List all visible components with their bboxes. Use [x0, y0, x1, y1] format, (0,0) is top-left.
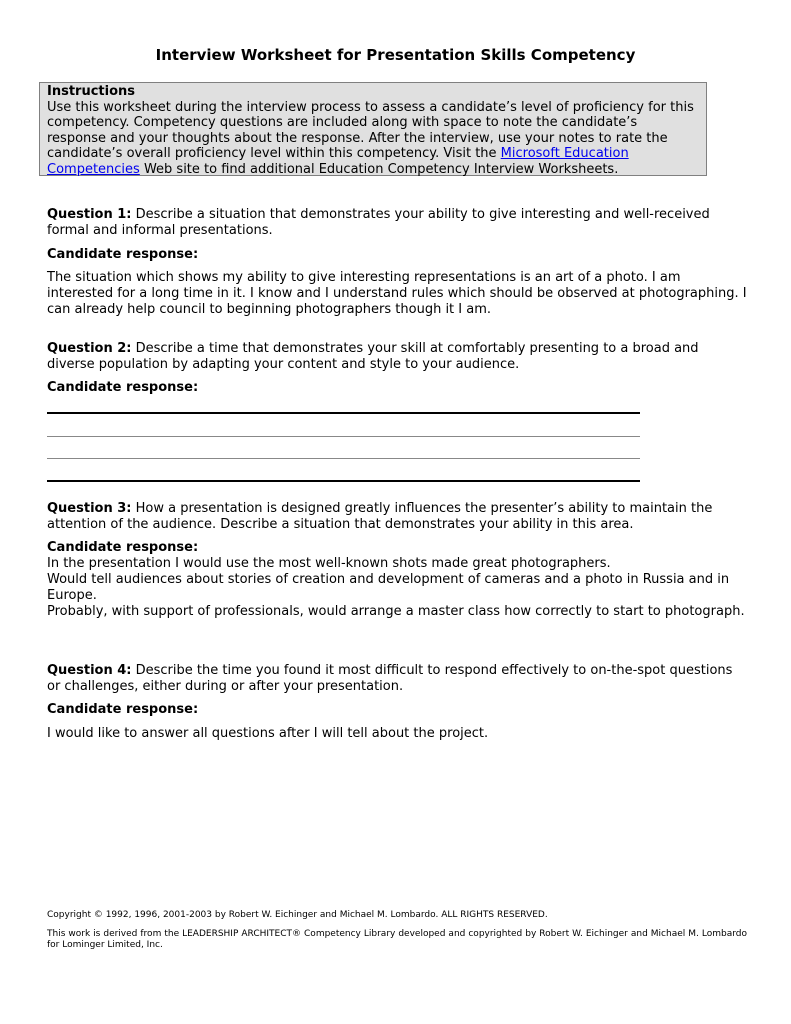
- page-title: Interview Worksheet for Presentation Skills Competency: [155, 46, 636, 64]
- instructions-box: [39, 82, 707, 176]
- footer-copyright: Copyright © 1992, 1996, 2001-2003 by Robert W. Eichinger and Michael M. Lombardo. ALL RIGHTS RESERVED.: [47, 910, 548, 920]
- response-line-1: [47, 412, 640, 414]
- question-3-label: Question 3:: [47, 501, 132, 516]
- instructions-heading: Instructions: [47, 84, 136, 99]
- instructions-text-after-link: Web site to find additional Education Competency Interview Worksheets.: [139, 161, 619, 177]
- question-1-text: Describe a situation that demonstrates your ability to give interesting and well-received formal and informal presentations.: [47, 207, 710, 238]
- question-3-response-line: In the presentation I would use the most well-known shots made great photographers.: [47, 556, 611, 571]
- instructions-text-before-link: Use this worksheet during the interview process to assess a candidate’s level of proficiency for this competency. Competency questions are included along with space to note the candidate’s response and your thoughts about the response. After the interview, use your notes to rate the candidate’s overall proficiency level within this competency. Visit the: [47, 99, 694, 162]
- microsoft-education-competencies-link[interactable]: Microsoft Education Competencies: [47, 146, 629, 177]
- question-3-response-line: Would tell audiences about stories of creation and development of cameras and a photo in Russia and in Europe.: [47, 572, 730, 603]
- response-line-2: [47, 436, 640, 437]
- question-4-response: I would like to answer all questions after I will tell about the project.: [47, 726, 489, 741]
- question-3-response: [47, 556, 747, 620]
- question-1-response-label: Candidate response:: [47, 247, 199, 262]
- question-1-label: Question 1:: [47, 207, 132, 222]
- question-3-text: How a presentation is designed greatly influences the presenter’s ability to maintain the attention of the audience. Describe a situation that demonstrates your ability in this area.: [47, 501, 713, 532]
- question-2-text: Describe a time that demonstrates your skill at comfortably presenting to a broad and diverse population by adapting your content and style to your audience.: [47, 341, 699, 372]
- instructions-text: [47, 100, 699, 178]
- question-4: [47, 663, 747, 695]
- question-4-text: Describe the time you found it most difficult to respond effectively to on-the-spot questions or challenges, either during or after your presentation.: [47, 663, 733, 694]
- question-2-label: Question 2:: [47, 341, 132, 356]
- question-3-response-line: Probably, with support of professionals, would arrange a master class how correctly to start to photograph.: [47, 604, 745, 619]
- question-1-response: The situation which shows my ability to give interesting representations is an art of a photo. I am interested for a long time in it. I know and I understand rules which should be observed at photographing. I can already help council to beginning photographers though it I am.: [47, 270, 747, 317]
- response-line-3: [47, 458, 640, 459]
- footer-derived-notice: This work is derived from the LEADERSHIP ARCHITECT® Competency Library developed and copyrighted by Robert W. Eichinger and Michael M. Lombardo for Lominger Limited, Inc.: [47, 929, 747, 950]
- question-4-response-label: Candidate response:: [47, 702, 199, 717]
- question-2-response-label: Candidate response:: [47, 380, 199, 395]
- question-2: [47, 341, 747, 373]
- question-3: [47, 501, 747, 533]
- question-3-response-label: Candidate response:: [47, 540, 199, 555]
- question-4-label: Question 4:: [47, 663, 132, 678]
- question-1: [47, 207, 747, 239]
- response-line-4: [47, 480, 640, 482]
